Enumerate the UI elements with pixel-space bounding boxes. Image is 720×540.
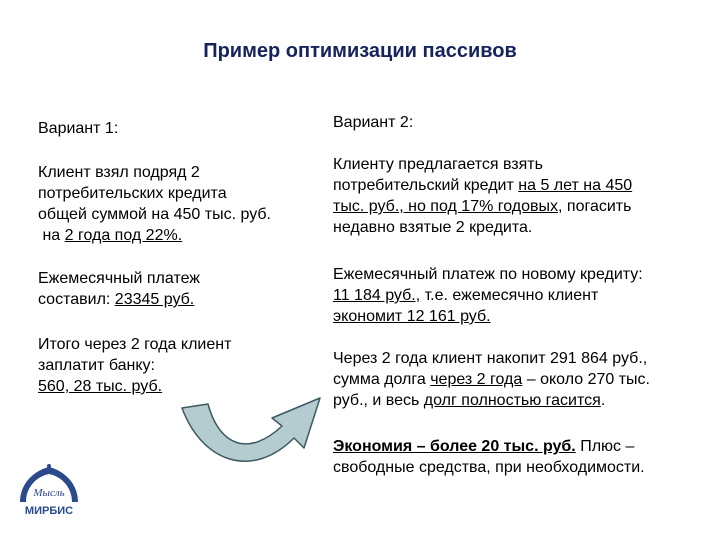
v1-payment-amount: 23345 руб. <box>114 291 195 308</box>
v2-desc-line-2-pre: потребительский кредит <box>333 177 519 194</box>
v1-payment-line-2 <box>38 289 318 310</box>
v1-total-line-1: Итого через 2 года клиент <box>38 336 232 353</box>
logo-script: Мысль <box>33 487 65 499</box>
v2-desc-line-1: Клиенту предлагается взять <box>333 156 543 173</box>
v2-savings-line-1-post: Плюс – <box>575 438 635 455</box>
v1-payment-line-1: Ежемесячный платеж <box>38 270 201 287</box>
curved-arrow-shape <box>182 398 320 461</box>
v2-payment-line-2 <box>333 285 693 306</box>
v2-result-line-3-post: . <box>600 392 606 409</box>
v1-term-rate: 2 года под 22%. <box>64 227 183 244</box>
v1-total-line-2: заплатит банку: <box>38 357 155 374</box>
variant-2-heading: Вариант 2: <box>333 114 414 131</box>
variant-2-savings <box>333 436 693 478</box>
v2-savings-line-1 <box>333 436 693 457</box>
v2-desc-line-3 <box>333 196 693 217</box>
page-title: Пример оптимизации пассивов <box>203 40 517 62</box>
v2-payment-line-1: Ежемесячный платеж по новому кредиту: <box>333 266 643 283</box>
v1-desc-line-3: общей суммой на 450 тыс. руб. <box>38 206 271 223</box>
curved-arrow-icon <box>180 370 340 490</box>
v2-term: на 5 лет на 450 <box>518 177 633 194</box>
v2-desc-line-4: недавно взятые 2 кредита. <box>333 219 533 236</box>
variant-1-heading: Вариант 1: <box>38 120 119 137</box>
v1-desc-line-1: Клиент взял подряд 2 <box>38 164 200 181</box>
v2-rate: тыс. руб., но под 17% годовых <box>333 198 559 215</box>
v2-result-line-2-pre: сумма долга <box>333 371 431 388</box>
mirbis-logo <box>14 462 84 530</box>
v1-desc-line-4-pre: на <box>38 227 65 244</box>
v2-result-term: через 2 года <box>430 371 523 388</box>
variant-1-description <box>38 162 318 246</box>
v2-savings-line-2: свободные средства, при необходимости. <box>333 459 645 476</box>
variant-2-monthly-payment <box>333 264 693 327</box>
v1-total-amount: 560, 28 тыс. руб. <box>38 378 163 395</box>
variant-1-monthly-payment <box>38 268 318 310</box>
v2-result-line-1: Через 2 года клиент накопит 291 864 руб., <box>333 350 648 367</box>
variant-2-description <box>333 154 693 238</box>
logo-brand: МИРБИС <box>24 505 74 517</box>
v1-desc-line-4 <box>38 225 318 246</box>
v2-payment-post: т.е. ежемесячно клиент <box>420 287 599 304</box>
v2-savings-monthly: экономит 12 161 руб. <box>333 308 491 325</box>
v1-desc-line-2: потребительских кредита <box>38 185 227 202</box>
v2-debt-repaid: долг полностью гасится <box>423 392 601 409</box>
v1-payment-pre: составил: <box>38 291 115 308</box>
v2-payment-amount: 11 184 руб., <box>333 287 421 304</box>
variant-2-result <box>333 348 693 411</box>
v2-desc-line-3-post: , погасить <box>558 198 632 215</box>
v2-result-line-2 <box>333 369 693 390</box>
v2-savings-total: Экономия – более 20 тыс. руб. <box>333 438 576 455</box>
v2-result-line-3-pre: руб., и весь <box>333 392 424 409</box>
v2-desc-line-2 <box>333 175 693 196</box>
logo-dot <box>47 464 51 468</box>
v2-result-line-3 <box>333 390 693 411</box>
v2-result-line-2-post: – около 270 тыс. <box>522 371 650 388</box>
